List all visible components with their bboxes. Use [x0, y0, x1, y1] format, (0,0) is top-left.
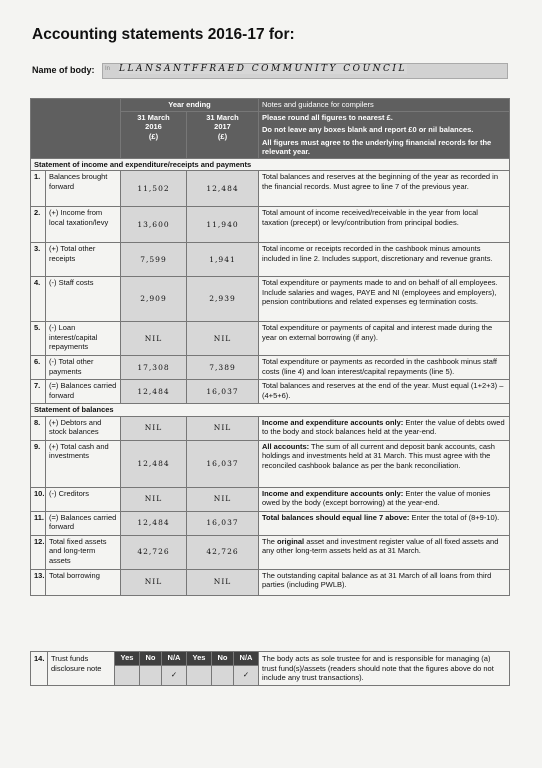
value-2017[interactable]: 11,940 — [187, 207, 259, 243]
guidance-bold: Total balances should equal line 7 above: — [262, 512, 410, 522]
row-guidance — [259, 380, 510, 404]
name-of-body-row — [32, 63, 508, 79]
row-guidance — [259, 207, 510, 243]
trust-2016-no-box[interactable] — [140, 665, 162, 685]
guidance-text: Total expenditure or payments of capital and interest made during the year on external borrowing (if any). — [262, 323, 493, 342]
value-2016[interactable]: 2,909 — [121, 277, 187, 322]
value-2017[interactable]: 12,484 — [187, 171, 259, 207]
guidance-text: Total expenditure or payments made to and on behalf of all employees. Include salaries and wages, PAYE and NI (employees and employers), pension contributions and related expenses eg termination costs. — [262, 278, 498, 306]
guidance-text: Total expenditure or payments as recorded in the cashbook minus staff costs (line 4) and loan interest/capital repayments (line 5). — [262, 357, 498, 376]
trust-2017-yes: Yes — [187, 652, 212, 666]
row-label: Balances brought forward — [46, 171, 121, 207]
row-number: 4. — [31, 277, 46, 322]
trust-guidance: The body acts as sole trustee for and is responsible for managing (a) trust fund(s)/assets (readers should note that the figures above do not include any trust transactions). — [259, 652, 510, 686]
section-income-expenditure: Statement of income and expenditure/receipts and payments — [31, 158, 510, 171]
value-2016[interactable]: 13,600 — [121, 207, 187, 243]
value-2017[interactable]: NIL — [187, 416, 259, 440]
name-of-body-field[interactable] — [102, 63, 508, 79]
row-number: 7. — [31, 380, 46, 404]
header-blank — [31, 99, 121, 159]
row-label: (+) Total other receipts — [46, 243, 121, 277]
guidance-bold: original — [277, 536, 305, 546]
guidance-text: Enter the value of debts owed to the body and stock balances held at the year-end. — [262, 417, 505, 436]
name-field-prefix: In — [105, 66, 111, 72]
guidance-text: The outstanding capital balance as at 31 March of all loans from third parties (including PWLB). — [262, 570, 492, 589]
value-2016[interactable]: 42,726 — [121, 535, 187, 569]
row-number: 9. — [31, 440, 46, 487]
value-2016[interactable]: 12,484 — [121, 380, 187, 404]
guidance-bold: Income and expenditure accounts only: — [262, 417, 404, 427]
row-guidance — [259, 171, 510, 207]
guidance-bold: All accounts: — [262, 441, 310, 451]
row-label: (=) Balances carried forward — [46, 511, 121, 535]
table-row — [31, 243, 510, 277]
row-label: (+) Total cash and investments — [46, 440, 121, 487]
guidance-text: Total amount of income received/receivable in the year from local taxation (precept) or levy/contribution from principal bodies. — [262, 208, 478, 227]
value-2017[interactable]: 16,037 — [187, 511, 259, 535]
row-guidance — [259, 569, 510, 595]
trust-2016-yes-box[interactable] — [115, 665, 140, 685]
name-of-body-label: Name of body: — [32, 65, 95, 75]
table-row — [31, 277, 510, 322]
value-2017[interactable]: NIL — [187, 487, 259, 511]
row-number: 3. — [31, 243, 46, 277]
value-2016[interactable]: NIL — [121, 322, 187, 356]
col-2017-header: 31 March 2017 (£) — [187, 111, 259, 158]
table-row — [31, 511, 510, 535]
trust-2016-no: No — [140, 652, 162, 666]
row-label: (-) Creditors — [46, 487, 121, 511]
value-2016[interactable]: 11,502 — [121, 171, 187, 207]
row-guidance — [259, 440, 510, 487]
section-balances: Statement of balances — [31, 404, 510, 417]
notes-header: Notes and guidance for compilers — [259, 99, 510, 112]
row-guidance — [259, 535, 510, 569]
guidance-text: Total balances and reserves at the beginning of the year as recorded in the financial records. Must agree to line 7 of the previous year. — [262, 172, 498, 191]
trust-label: Trust funds disclosure note — [48, 652, 115, 686]
trust-2017-na-tick-icon[interactable]: ✓ — [234, 665, 259, 685]
row-label: (+) Income from local taxation/levy — [46, 207, 121, 243]
trust-2017-no: No — [212, 652, 234, 666]
guidance-text: Enter the total of (8+9-10). — [409, 512, 500, 522]
guidance-text: Total balances and reserves at the end of the year. Must equal (1+2+3) – (4+5+6). — [262, 381, 504, 400]
table-row — [31, 440, 510, 487]
table-row — [31, 487, 510, 511]
table-row — [31, 171, 510, 207]
row-guidance — [259, 487, 510, 511]
trust-2016-yes: Yes — [115, 652, 140, 666]
value-2017[interactable]: NIL — [187, 569, 259, 595]
year-ending-header: Year ending — [121, 99, 259, 112]
value-2016[interactable]: NIL — [121, 416, 187, 440]
value-2017[interactable]: 16,037 — [187, 440, 259, 487]
value-2017[interactable]: 42,726 — [187, 535, 259, 569]
row-guidance — [259, 322, 510, 356]
value-2016[interactable]: NIL — [121, 487, 187, 511]
value-2017[interactable]: 2,939 — [187, 277, 259, 322]
row-label: (-) Total other payments — [46, 356, 121, 380]
accounting-statements-table — [30, 98, 510, 596]
row-label: (-) Loan interest/capital repayments — [46, 322, 121, 356]
value-2016[interactable]: 17,308 — [121, 356, 187, 380]
guidance-prefix: The — [262, 536, 278, 546]
table-row — [31, 380, 510, 404]
row-number: 5. — [31, 322, 46, 356]
trust-2017-yes-box[interactable] — [187, 665, 212, 685]
value-2017[interactable]: 16,037 — [187, 380, 259, 404]
guidance-text: Total income or receipts recorded in the cashbook minus amounts included in line 2. Includes support, discretionary and revenue grants. — [262, 244, 493, 263]
row-label: (=) Balances carried forward — [46, 380, 121, 404]
row-number: 11. — [31, 511, 46, 535]
guidance-bold: Income and expenditure accounts only: — [262, 488, 404, 498]
notes-guidance: Please round all figures to nearest £. Do not leave any boxes blank and report £0 or nil balances. All figures must agree to the underlying financial records for the relevant year. — [259, 111, 510, 158]
value-2016[interactable]: 12,484 — [121, 511, 187, 535]
row-number: 13. — [31, 569, 46, 595]
row-label: Total fixed assets and long-term assets — [46, 535, 121, 569]
value-2017[interactable]: NIL — [187, 322, 259, 356]
table-row — [31, 535, 510, 569]
table-row — [31, 322, 510, 356]
table-row — [31, 416, 510, 440]
guidance-text: The sum of all current and deposit bank accounts, cash holdings and investments held at 31 March. This must agree with the reconciled cashbook balance as per the bank reconciliation. — [262, 441, 495, 470]
value-2017[interactable]: 7,389 — [187, 356, 259, 380]
trust-row-number: 14. — [31, 652, 48, 686]
row-number: 8. — [31, 416, 46, 440]
trust-2016-na: N/A — [162, 652, 187, 666]
col-2016-header: 31 March 2016 (£) — [121, 111, 187, 158]
table-row — [31, 356, 510, 380]
trust-2017-no-box[interactable] — [212, 665, 234, 685]
table-row — [31, 569, 510, 595]
value-2016[interactable]: NIL — [121, 569, 187, 595]
row-guidance — [259, 243, 510, 277]
row-guidance — [259, 416, 510, 440]
guidance-text: asset and investment register value of all fixed assets and any other long-term assets held as at 31 March. — [262, 536, 499, 555]
trust-2017-na: N/A — [234, 652, 259, 666]
row-label: (-) Staff costs — [46, 277, 121, 322]
row-number: 10. — [31, 487, 46, 511]
guidance-text: Enter the value of monies owed by the body (except borrowing) at the year-end. — [262, 488, 491, 507]
row-number: 1. — [31, 171, 46, 207]
trust-funds-table — [30, 651, 510, 686]
row-guidance — [259, 277, 510, 322]
value-2017[interactable]: 1,941 — [187, 243, 259, 277]
name-of-body-value: LLANSANTFFRAED COMMUNITY COUNCIL — [119, 64, 407, 74]
trust-2016-na-tick-icon[interactable]: ✓ — [162, 665, 187, 685]
table-row — [31, 207, 510, 243]
row-guidance — [259, 356, 510, 380]
value-2016[interactable]: 12,484 — [121, 440, 187, 487]
row-number: 6. — [31, 356, 46, 380]
value-2016[interactable]: 7,599 — [121, 243, 187, 277]
row-number: 2. — [31, 207, 46, 243]
row-label: Total borrowing — [46, 569, 121, 595]
page-title: Accounting statements 2016-17 for: — [32, 26, 295, 43]
row-guidance — [259, 511, 510, 535]
row-label: (+) Debtors and stock balances — [46, 416, 121, 440]
row-number: 12. — [31, 535, 46, 569]
